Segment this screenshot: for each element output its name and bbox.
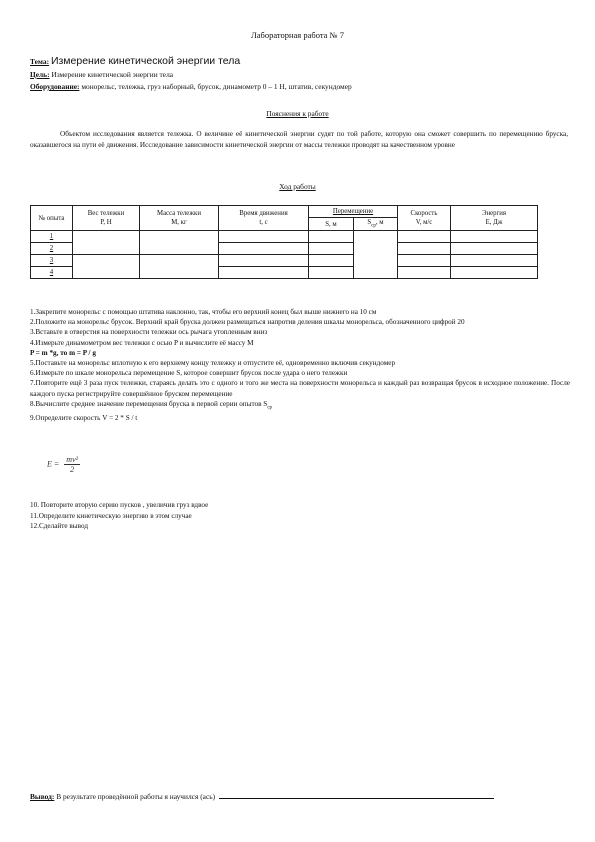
header-weight-unit: P, Н [100, 219, 112, 227]
topic-line [30, 55, 240, 67]
header-s-avg-main: S [367, 219, 372, 226]
row-number-1 [31, 231, 73, 243]
goal-value: Измерение кинетической энергии тела [51, 70, 174, 79]
header-displacement-text: Перемещение [332, 208, 374, 215]
header-s-avg-sub: ср [371, 223, 376, 229]
step-4-formula: P = m *g, то m = P / g [30, 348, 96, 357]
equipment-label: Оборудование: [30, 82, 80, 91]
conclusion-line [30, 791, 494, 801]
kinetic-energy-formula [47, 455, 80, 474]
s-avg-cell[interactable] [354, 231, 398, 279]
row-number-2 [31, 243, 73, 255]
topic-value: Измерение кинетической энергии тела [50, 55, 241, 67]
row-number-4-text: 4 [49, 269, 54, 277]
time-cell-1[interactable] [219, 231, 309, 243]
conclusion-label: Вывод: [30, 792, 55, 801]
energy-cell-3[interactable] [451, 255, 538, 267]
header-speed [398, 206, 451, 231]
header-weight-title: Вес тележки [87, 210, 125, 218]
step-6: 6.Измерьте по шкале монорельса перемещение S, которое совершит брусок после удара о него тележки [30, 369, 348, 378]
step-11: 11.Определите кинетическую энергию в этом случае [30, 511, 192, 520]
header-speed-title: Скорость [410, 210, 438, 218]
row-number-3-text: 3 [49, 257, 54, 265]
procedure-steps [30, 307, 570, 424]
explanation-heading-text: Пояснения к работе [266, 109, 329, 118]
header-mass-unit: M, кг [171, 219, 187, 227]
step-2: 2.Положите на монорельс брусок. Верхний край бруска должен размещаться напротив деления шкалы монорельса, обозначенного цифрой 20 [30, 318, 465, 327]
mass-cell-group-2[interactable] [140, 255, 219, 279]
topic-label: Тема: [30, 57, 50, 66]
time-cell-3[interactable] [219, 255, 309, 267]
conclusion-text: В результате проведённой работы я научился (ась) [56, 792, 216, 801]
formula-numerator: mv² [66, 455, 79, 464]
speed-cell-4[interactable] [398, 267, 451, 279]
step-10: 10. Повторите вторую серию пусков , увеличив груз вдвое [30, 501, 209, 509]
document-title: Лабораторная работа № 7 [250, 30, 345, 40]
header-energy-unit: E, Дж [485, 219, 503, 227]
procedure-heading-text: Ход работы [279, 182, 316, 191]
weight-cell-group-2[interactable] [73, 255, 140, 279]
equipment-value: монорельс, тележка, груз наборный, брусок, динамометр 0 – 1 Н, штатив, секундомер [81, 82, 352, 91]
header-time [219, 206, 309, 231]
weight-cell-group-1[interactable] [73, 231, 140, 255]
step-9: 9.Определите скорость V = 2 * S / t [30, 414, 138, 423]
row-number-2-text: 2 [49, 245, 54, 253]
procedure-steps-continued [30, 500, 208, 532]
row-number-3 [31, 255, 73, 267]
procedure-heading [0, 182, 595, 191]
step-12: 12.Сделайте вывод [30, 522, 88, 530]
step-3: 3.Вставьте в отверстия на поверхности тележки ось рычага утопленным вниз [30, 328, 268, 337]
step-1: 1.Закрепите монорельс с помощью штатива наклонно, так, чтобы его верхний конец был выше нижнего на 10 см [30, 308, 377, 316]
energy-cell-1[interactable] [451, 231, 538, 243]
conclusion-blank-field[interactable] [219, 791, 494, 799]
header-displacement-s: S, м [309, 218, 354, 231]
results-table [30, 205, 538, 279]
step-8 [30, 399, 570, 414]
header-energy [451, 206, 538, 231]
step-8-sub: ср [267, 405, 273, 411]
header-mass [140, 206, 219, 231]
speed-cell-2[interactable] [398, 243, 451, 255]
explanation-heading [0, 109, 595, 118]
step-7: 7.Повторите ещё 3 раза пуск тележки, стараясь делать это с одного и того же места на поверхности монорельса и каждый раз возвращая брусок в исходное положение. После каждого пуска регистрируйте совершённое бруском перемещение [30, 379, 570, 398]
formula-denominator: 2 [70, 465, 75, 474]
header-speed-unit: V, м/с [415, 219, 433, 227]
row-number-1-text: 1 [49, 233, 54, 241]
energy-cell-2[interactable] [451, 243, 538, 255]
energy-cell-4[interactable] [451, 267, 538, 279]
header-s-avg-unit: , м [375, 219, 384, 226]
header-experiment-number: № опыта [31, 206, 73, 231]
header-mass-title: Масса тележки [157, 210, 201, 218]
header-energy-title: Энергия [481, 210, 507, 218]
step-4: 4.Измерьте динамометром вес тележки с осью P и вычислите её массу M [30, 338, 254, 347]
formula-lhs: E = [47, 459, 60, 469]
s-cell-1[interactable] [309, 231, 354, 243]
header-displacement [309, 206, 398, 218]
mass-cell-group-1[interactable] [140, 231, 219, 255]
speed-cell-1[interactable] [398, 231, 451, 243]
equipment-line [30, 82, 352, 91]
goal-line [30, 70, 173, 79]
s-cell-3[interactable] [309, 255, 354, 267]
header-weight [73, 206, 140, 231]
explanation-paragraph: Объектом исследования является тележка. О величине её кинетической энергии судят по той работе, которую она сможет совершить по перемещению бруска, оказавшегося на пути её движения. Исследование зависимости кинетической энергии от массы тележки проводят на качественном уровне [30, 130, 568, 149]
time-cell-2[interactable] [219, 243, 309, 255]
row-number-4 [31, 267, 73, 279]
header-time-title: Время движения [239, 210, 288, 218]
step-5: 5.Поставьте на монорельс вплотную к его верхнему концу тележку и отпустите её, одновременно включив секундомер [30, 359, 396, 368]
s-cell-4[interactable] [309, 267, 354, 279]
formula-fraction [64, 455, 80, 474]
s-cell-2[interactable] [309, 243, 354, 255]
speed-cell-3[interactable] [398, 255, 451, 267]
header-displacement-s-avg [354, 218, 398, 231]
time-cell-4[interactable] [219, 267, 309, 279]
step-8-text: 8.Вычислите среднее значение перемещения бруска в первой серии опытов S [30, 399, 268, 408]
header-time-unit: t, c [259, 219, 268, 227]
goal-label: Цель: [30, 70, 50, 79]
